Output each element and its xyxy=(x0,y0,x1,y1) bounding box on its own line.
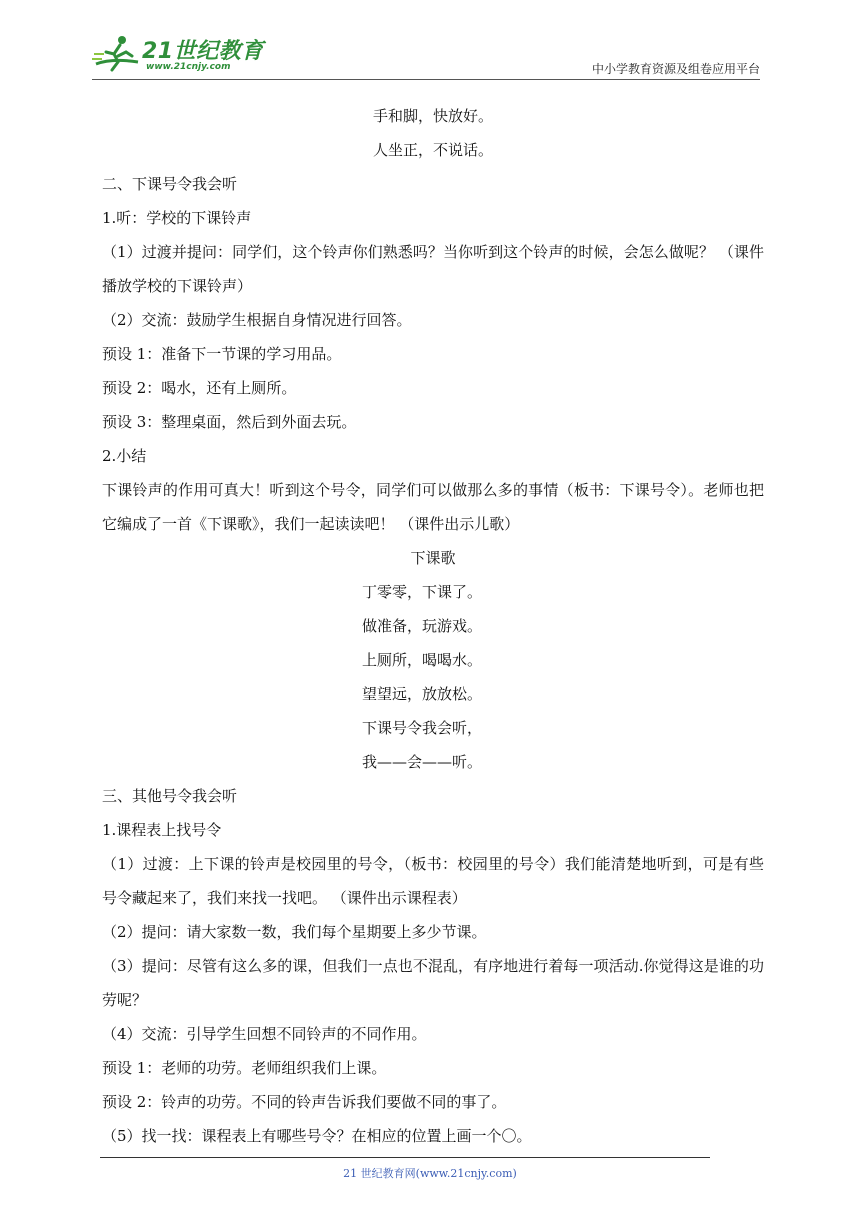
preset-answer: 预设 2：铃声的功劳。不同的铃声告诉我们要做不同的事了。 xyxy=(102,1093,507,1111)
section-heading-3: 三、其他号令我会听 xyxy=(102,787,238,805)
footer-link[interactable]: 21 世纪教育网(www.21cnjy.com) xyxy=(343,1167,517,1180)
footer-divider xyxy=(100,1157,710,1158)
document-body xyxy=(102,99,764,1153)
poem-line: 下课号令我会听， xyxy=(362,719,483,737)
poem-title: 下课歌 xyxy=(410,549,456,567)
preset-answer: 预设 2：喝水，还有上厕所。 xyxy=(102,379,297,397)
sub-item-listen: 1.听：学校的下课铃声 xyxy=(102,209,252,227)
paragraph-transition-question: （1）过渡并提问：同学们，这个铃声你们熟悉吗？当你听到这个铃声的时候，会怎么做呢？ （课件播放学校的下课铃声） xyxy=(102,243,764,295)
rhyme-line: 人坐正，不说话。 xyxy=(372,141,493,159)
poem-line: 上厕所，喝喝水。 xyxy=(362,651,483,669)
site-logo[interactable] xyxy=(92,32,262,78)
section-heading-2: 二、下课号令我会听 xyxy=(102,175,238,193)
platform-label: 中小学教育资源及组卷应用平台 xyxy=(591,62,760,76)
poem-line: 做准备，玩游戏。 xyxy=(362,617,483,635)
preset-answer: 预设 1：准备下一节课的学习用品。 xyxy=(102,345,342,363)
poem-line: 我——会——听。 xyxy=(362,753,483,771)
paragraph-question-count: （2）提问：请大家数一数，我们每个星期要上多少节课。 xyxy=(102,923,487,941)
rhyme-line: 手和脚，快放好。 xyxy=(372,107,493,125)
paragraph-exchange: （2）交流：鼓励学生根据自身情况进行回答。 xyxy=(102,311,412,329)
paragraph-summary: 下课铃声的作用可真大！听到这个号令，同学们可以做那么多的事情（板书：下课号令）。老师也把它编成了一首《下课歌》，我们一起读读吧！ （课件出示儿歌） xyxy=(102,481,764,533)
paragraph-exchange: （4）交流：引导学生回想不同铃声的不同作用。 xyxy=(102,1025,427,1043)
poem-line: 丁零零，下课了。 xyxy=(362,583,483,601)
paragraph-question-credit: （3）提问：尽管有这么多的课，但我们一点也不混乱，有序地进行着每一项活动.你觉得这是谁的功劳呢？ xyxy=(102,957,764,1009)
runner-logo-icon xyxy=(92,34,144,74)
logo-url: www.21cnjy.com xyxy=(146,62,231,72)
paragraph-find: （5）找一找：课程表上有哪些号令？在相应的位置上画一个〇。 xyxy=(102,1127,532,1145)
paragraph-transition: （1）过渡：上下课的铃声是校园里的号令，（板书：校园里的号令）我们能清楚地听到，可是有些号令藏起来了，我们来找一找吧。 （课件出示课程表） xyxy=(102,855,764,907)
page-header xyxy=(92,32,760,80)
sub-item-schedule: 1.课程表上找号令 xyxy=(102,821,222,839)
poem-line: 望望远，放放松。 xyxy=(362,685,483,703)
header-divider xyxy=(92,79,760,80)
preset-answer: 预设 1：老师的功劳。老师组织我们上课。 xyxy=(102,1059,387,1077)
logo-text: 21世纪教育 xyxy=(142,39,264,64)
preset-answer: 预设 3：整理桌面，然后到外面去玩。 xyxy=(102,413,357,431)
sub-item-summary: 2.小结 xyxy=(102,447,147,465)
